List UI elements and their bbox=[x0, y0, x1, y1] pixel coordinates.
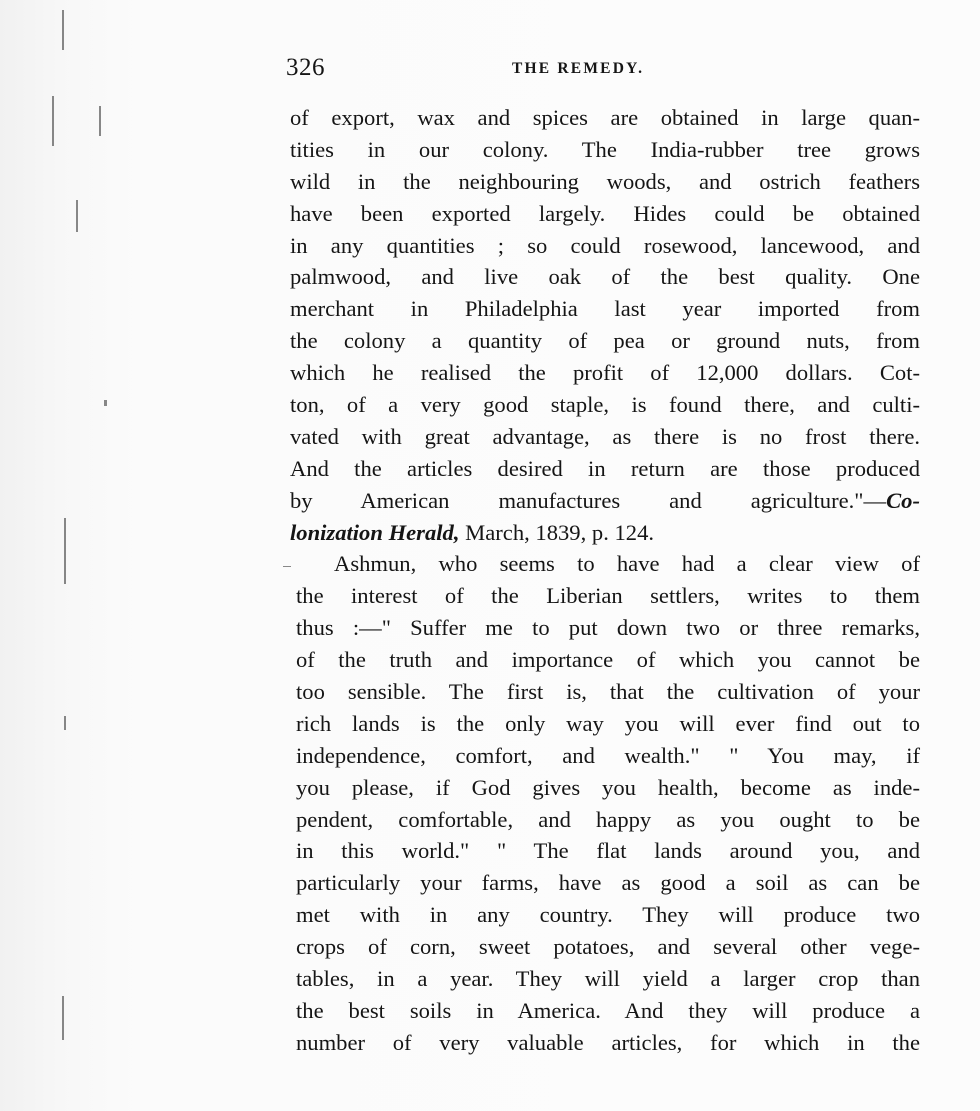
text-line: rich lands is the only way you will ever find out to bbox=[296, 710, 920, 736]
text-line: tables, in a year. They will yield a larger crop than bbox=[296, 966, 920, 992]
running-head: THE REMEDY. bbox=[512, 60, 645, 77]
text-line: of export, wax and spices are obtained in large quan- bbox=[290, 105, 920, 130]
scan-margin-mark bbox=[99, 106, 101, 136]
page-header bbox=[286, 54, 916, 84]
scan-margin-mark bbox=[62, 996, 64, 1040]
text-line: independence, comfort, and wealth." " You may, if bbox=[296, 742, 920, 768]
scan-margin-mark bbox=[76, 200, 78, 232]
text-line: the interest of the Liberian settlers, writes to them bbox=[296, 583, 920, 609]
text-line: crops of corn, sweet potatoes, and several other vege- bbox=[296, 934, 920, 960]
scan-margin-mark bbox=[64, 716, 66, 730]
page-number: 326 bbox=[286, 54, 325, 81]
citation-title-end: lonization Herald, bbox=[290, 519, 460, 545]
text-line: wild in the neighbouring woods, and ostrich feathers bbox=[290, 168, 920, 194]
text-line: you please, if God gives you health, become as inde- bbox=[296, 774, 920, 800]
text-line: ton, of a very good staple, is found there, and culti- bbox=[290, 392, 920, 418]
text-line: merchant in Philadelphia last year imported from bbox=[290, 296, 920, 322]
scan-margin-mark bbox=[62, 10, 64, 50]
scan-margin-mark bbox=[52, 96, 54, 146]
scan-margin-mark bbox=[104, 400, 107, 406]
text-line: vated with great advantage, as there is no frost there. bbox=[290, 423, 920, 449]
text-line-citation-start bbox=[290, 485, 920, 517]
text-line: have been exported largely. Hides could be obtained bbox=[290, 200, 920, 226]
text-line: too sensible. The first is, that the cultivation of your bbox=[296, 679, 920, 705]
paragraph-2 bbox=[296, 548, 920, 1058]
text-line: Ashmun, who seems to have had a clear view of bbox=[334, 551, 920, 577]
text-line: in any quantities ; so could rosewood, lancewood, and bbox=[290, 232, 920, 258]
text-line: which he realised the profit of 12,000 dollars. Cot- bbox=[290, 360, 920, 386]
text-line: pendent, comfortable, and happy as you ought to be bbox=[296, 806, 920, 832]
text-line: in this world." " The flat lands around you, and bbox=[296, 838, 920, 864]
text-line: of the truth and importance of which you cannot be bbox=[296, 647, 920, 673]
text-line: And the articles desired in return are those produced bbox=[290, 455, 920, 481]
paragraph-1 bbox=[290, 102, 920, 548]
text-line: particularly your farms, have as good a soil as can be bbox=[296, 870, 920, 896]
text-line: tities in our colony. The India-rubber tree grows bbox=[290, 136, 920, 162]
citation-title-start: Co- bbox=[886, 487, 920, 513]
body-text bbox=[290, 102, 920, 1059]
text-line: number of very valuable articles, for which in the bbox=[296, 1029, 920, 1055]
scan-margin-mark bbox=[64, 518, 66, 584]
text-line: palmwood, and live oak of the best quality. One bbox=[290, 264, 920, 290]
citation-date: March, 1839, p. 124. bbox=[459, 519, 655, 545]
text-line: the best soils in America. And they will produce a bbox=[296, 997, 920, 1023]
text-segment: by American manufactures and agriculture."— bbox=[290, 487, 887, 513]
text-line: the colony a quantity of pea or ground nuts, from bbox=[290, 328, 920, 354]
text-line-citation-end bbox=[290, 517, 920, 549]
text-line: thus :—" Suffer me to put down two or three remarks, bbox=[296, 615, 920, 641]
text-line: met with in any country. They will produce two bbox=[296, 902, 920, 928]
